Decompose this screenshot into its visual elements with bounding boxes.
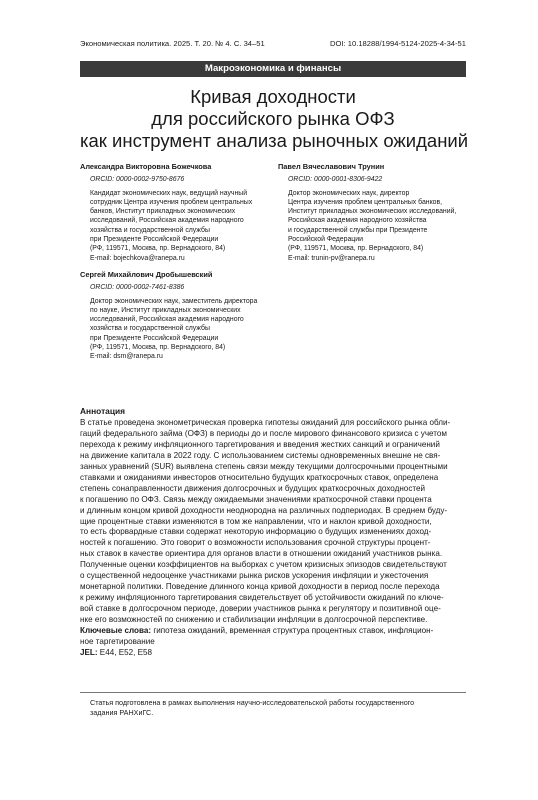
abstract-line: Полученные оценки коэффициентов на выборках с учетом кризисных эпизодов свидетельствуют bbox=[80, 560, 447, 570]
affiliation-line: хозяйства и государственной службы bbox=[90, 226, 210, 234]
abstract-line: перехода к режиму инфляционного таргетирования и введения жестких санкций и ограничений bbox=[80, 439, 440, 449]
doi: DOI: 10.18288/1994-5124-2025-4-34-51 bbox=[330, 38, 466, 48]
abstract-line: то есть форвардные ставки содержат некоторую информацию о будущих изменениях доход- bbox=[80, 527, 432, 537]
author-affiliation bbox=[288, 189, 466, 254]
author-orcid: ORCID: 0000-0002-9750-8676 bbox=[90, 176, 185, 184]
author-name: Павел Вячеславович Трунин bbox=[278, 162, 385, 171]
footnote bbox=[80, 698, 466, 718]
affiliation-line: при Президенте Российской Федерации bbox=[90, 334, 219, 342]
author-block bbox=[80, 270, 280, 362]
abstract-line: о существенной недооценке участниками рынка рисков ускорения инфляции и ужесточения bbox=[80, 571, 429, 581]
abstract-line: на движение капитала в 2022 году. С использованием системы одновременных внешне не свя- bbox=[80, 450, 441, 460]
jel-codes bbox=[80, 648, 466, 659]
author-name: Сергей Михайлович Дробышевский bbox=[80, 270, 213, 279]
section-rubric: Макроэкономика и финансы bbox=[80, 61, 466, 77]
author-orcid: ORCID: 0000-0001-8306-9422 bbox=[288, 176, 383, 184]
keywords-continuation: ное таргетирование bbox=[80, 637, 155, 647]
footnote-divider bbox=[80, 692, 466, 693]
affiliation-line: Центра изучения проблем центральных банков, bbox=[288, 198, 443, 206]
affiliation-line: Доктор экономических наук, директор bbox=[288, 189, 410, 197]
affiliation-line: хозяйства и государственной службы bbox=[90, 325, 210, 333]
abstract-line: и длинным концом кривой доходности неоднородна на различных подпериодах. В среднем буду- bbox=[80, 505, 448, 515]
affiliation-line: Кандидат экономических наук, ведущий научный bbox=[90, 189, 248, 197]
abstract-line: степень сонаправленности движения долгосрочных и будущих краткосрочных доходностей bbox=[80, 483, 425, 493]
author-name: Александра Викторовна Божечкова bbox=[80, 162, 212, 171]
abstract-line: занных уравнений (SUR) выявлена степень связи между текущими долгосрочными процентными bbox=[80, 461, 448, 471]
title-line-1: Кривая доходности bbox=[190, 86, 356, 107]
journal-citation: Экономическая политика. 2025. Т. 20. № 4. С. 34–51 bbox=[80, 38, 265, 48]
footnote-line: задания РАНХиГС. bbox=[90, 708, 154, 717]
title-line-3: как инструмент анализа рыночных ожиданий bbox=[80, 130, 469, 151]
affiliation-line: (РФ, 119571, Москва, пр. Вернадского, 84) bbox=[90, 344, 226, 352]
abstract-line: ностей к погашению. Это говорит о возможности использования срочной структуры процент- bbox=[80, 538, 431, 548]
article-title bbox=[80, 86, 469, 152]
abstract-line: к погашению по ОФЗ. Связь между ожидаемыми значениями краткосрочной ставки процента bbox=[80, 494, 432, 504]
author-block bbox=[278, 162, 466, 263]
affiliation-line: Российская академия народного хозяйства bbox=[288, 217, 427, 225]
abstract-line: к режиму инфляционного таргетирования свидетельствует об устойчивости ожиданий по ключе- bbox=[80, 593, 444, 603]
author-orcid: ORCID: 0000-0002-7461-8386 bbox=[90, 284, 185, 292]
abstract-line: монетарной политики. Поведение длинного конца кривой доходности в период после перехода bbox=[80, 582, 440, 592]
affiliation-line: банков, Институт прикладных экономических bbox=[90, 208, 236, 216]
abstract-line: ных ставок в качестве ориентира для органов власти в отношении ожиданий участников рынка. bbox=[80, 549, 443, 559]
affiliation-line: при Президенте Российской Федерации bbox=[90, 236, 219, 244]
keywords-text: гипотеза ожиданий, временная структура процентных ставок, инфляцион- bbox=[151, 626, 434, 636]
affiliation-line: исследований, Российская академия народного bbox=[90, 316, 244, 324]
jel-label: JEL: bbox=[80, 647, 98, 657]
abstract-heading: Аннотация bbox=[80, 406, 126, 416]
author-email[interactable]: E-mail: bojechkova@ranepa.ru bbox=[90, 254, 185, 262]
jel-value: E44, E52, E58 bbox=[97, 647, 152, 657]
keywords bbox=[80, 626, 466, 637]
author-affiliation bbox=[90, 297, 280, 353]
affiliation-line: (РФ, 119571, Москва, пр. Вернадского, 84) bbox=[90, 245, 226, 253]
keywords-label: Ключевые слова: bbox=[80, 626, 152, 636]
affiliation-line: и государственной службы при Президенте bbox=[288, 226, 428, 234]
affiliation-line: Российской Федерации bbox=[288, 236, 363, 244]
affiliation-line: Институт прикладных экономических исследований, bbox=[288, 208, 457, 216]
affiliation-line: по науке, Институт прикладных экономических bbox=[90, 306, 241, 314]
author-affiliation bbox=[90, 189, 260, 254]
abstract-line: ставками и ожиданиями инвесторов относительно будущих краткосрочных ставок, определена bbox=[80, 472, 439, 482]
running-header bbox=[80, 37, 466, 49]
abstract-line: вой ставке в долгосрочном периоде, доверии участников рынка к регулятору и позитивной оце- bbox=[80, 604, 441, 614]
affiliation-line: (РФ, 119571, Москва, пр. Вернадского, 84) bbox=[288, 245, 424, 253]
title-line-2: для российского рынка ОФЗ bbox=[151, 108, 395, 129]
affiliation-line: Доктор экономических наук, заместитель директора bbox=[90, 297, 258, 305]
abstract bbox=[80, 406, 466, 659]
abstract-line: щие процентные ставки изменяются в том же направлении, что и наклон кривой доходности, bbox=[80, 516, 432, 526]
author-block bbox=[80, 162, 260, 263]
affiliation-line: сотрудник Центра изучения проблем центральных bbox=[90, 198, 253, 206]
footnote-line: Статья подготовлена в рамках выполнения научно-исследовательской работы государственного bbox=[90, 698, 415, 707]
abstract-line: гаций федерального займа (ОФЗ) в периоды до и после мирового финансового кризиса с учетом bbox=[80, 428, 447, 438]
affiliation-line: исследований, Российская академия народного bbox=[90, 217, 244, 225]
author-email[interactable]: E-mail: dsm@ranepa.ru bbox=[90, 353, 163, 361]
author-email[interactable]: E-mail: trunin-pv@ranepa.ru bbox=[288, 254, 375, 262]
abstract-line: В статье проведена эконометрическая проверка гипотезы ожиданий для российского рынка обли- bbox=[80, 417, 451, 427]
abstract-line: нке его возможностей по снижению и стабилизации инфляции в долгосрочной перспективе. bbox=[80, 615, 428, 625]
